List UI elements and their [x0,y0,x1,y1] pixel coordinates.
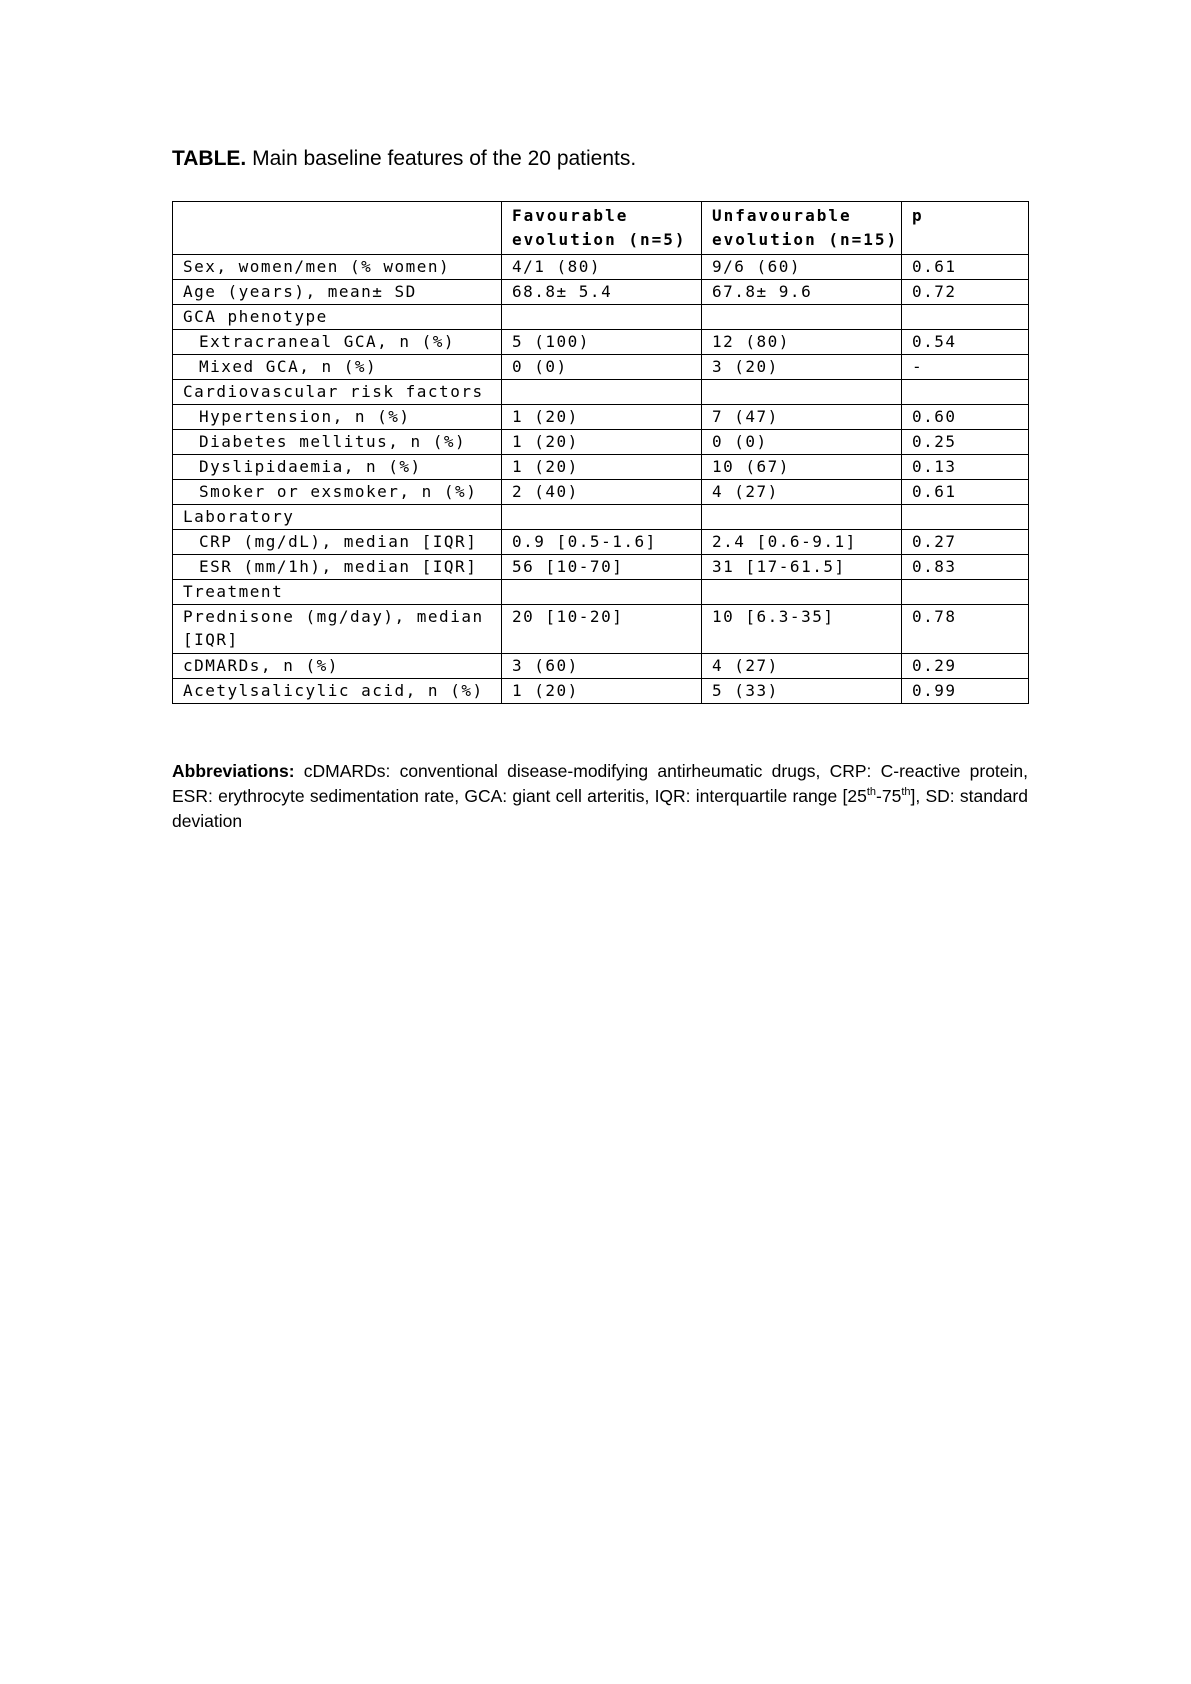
row-label: Hypertension, n (%) [173,405,502,430]
cell-unfavourable: 12 (80) [702,330,902,355]
cell-unfavourable: 2.4 [0.6-9.1] [702,530,902,555]
table-row [173,280,1029,305]
cell-favourable [502,580,702,605]
cell-unfavourable [702,580,902,605]
cell-favourable: 2 (40) [502,480,702,505]
cell-p-value: 0.54 [902,330,1029,355]
abbreviations-text-before: cDMARDs: conventional disease-modifying antirheumatic drugs, CRP: C-reactive protein, ESR: erythrocyte sedimentation rate, GCA: giant cell arteritis, IQR: interquartile range [25 [172,761,1028,806]
table-row [173,480,1029,505]
table-row [173,679,1029,704]
table-header-row [173,202,1029,255]
cell-unfavourable: 67.8± 9.6 [702,280,902,305]
abbreviations-text-mid: -75 [876,786,902,806]
row-label: Cardiovascular risk factors [173,380,502,405]
header-favourable: Favourable evolution (n=5) [502,202,702,255]
cell-unfavourable: 31 [17-61.5] [702,555,902,580]
cell-favourable: 0.9 [0.5-1.6] [502,530,702,555]
row-label: Laboratory [173,505,502,530]
cell-p-value [902,505,1029,530]
cell-unfavourable [702,380,902,405]
cell-unfavourable: 4 (27) [702,480,902,505]
table-row [173,530,1029,555]
cell-favourable: 56 [10-70] [502,555,702,580]
abbreviations-note [172,759,1028,834]
cell-unfavourable: 10 [6.3-35] [702,605,902,654]
table-row [173,580,1029,605]
cell-favourable [502,380,702,405]
cell-favourable: 1 (20) [502,455,702,480]
cell-p-value: - [902,355,1029,380]
cell-favourable: 1 (20) [502,679,702,704]
table-row [173,605,1029,654]
cell-p-value: 0.61 [902,480,1029,505]
cell-unfavourable [702,305,902,330]
cell-unfavourable: 4 (27) [702,654,902,679]
cell-p-value: 0.99 [902,679,1029,704]
cell-p-value: 0.60 [902,405,1029,430]
cell-favourable: 3 (60) [502,654,702,679]
cell-favourable: 4/1 (80) [502,255,702,280]
caption-text: Main baseline features of the 20 patients. [252,147,637,170]
row-label: CRP (mg/dL), median [IQR] [173,530,502,555]
cell-p-value: 0.83 [902,555,1029,580]
row-label: Diabetes mellitus, n (%) [173,430,502,455]
cell-p-value [902,580,1029,605]
row-label: Prednisone (mg/day), median [IQR] [173,605,502,654]
cell-favourable: 1 (20) [502,405,702,430]
cell-p-value [902,305,1029,330]
cell-favourable [502,505,702,530]
table-row [173,555,1029,580]
table-row [173,405,1029,430]
caption-label: TABLE. [172,147,247,170]
cell-p-value [902,380,1029,405]
cell-p-value: 0.27 [902,530,1029,555]
cell-unfavourable: 10 (67) [702,455,902,480]
cell-favourable [502,305,702,330]
header-empty [173,202,502,255]
header-unfavourable: Unfavourable evolution (n=15) [702,202,902,255]
row-label: ESR (mm/1h), median [IQR] [173,555,502,580]
row-label: Mixed GCA, n (%) [173,355,502,380]
table-caption [172,145,636,173]
baseline-features-table [172,201,1029,704]
cell-p-value: 0.61 [902,255,1029,280]
cell-favourable: 68.8± 5.4 [502,280,702,305]
cell-p-value: 0.78 [902,605,1029,654]
row-label: Sex, women/men (% women) [173,255,502,280]
row-label: Extracraneal GCA, n (%) [173,330,502,355]
cell-unfavourable: 7 (47) [702,405,902,430]
table-body [173,255,1029,704]
superscript-th-1: th [866,786,877,799]
row-label: GCA phenotype [173,305,502,330]
cell-favourable: 0 (0) [502,355,702,380]
cell-favourable: 20 [10-20] [502,605,702,654]
cell-p-value: 0.13 [902,455,1029,480]
row-label: Treatment [173,580,502,605]
cell-favourable: 1 (20) [502,430,702,455]
cell-unfavourable: 9/6 (60) [702,255,902,280]
table-row [173,455,1029,480]
cell-favourable: 5 (100) [502,330,702,355]
row-label: cDMARDs, n (%) [173,654,502,679]
cell-unfavourable: 5 (33) [702,679,902,704]
superscript-th-2: th [901,786,911,799]
table-row [173,430,1029,455]
table-row [173,330,1029,355]
cell-unfavourable [702,505,902,530]
cell-p-value: 0.25 [902,430,1029,455]
table-row [173,255,1029,280]
table-row [173,380,1029,405]
table-row [173,355,1029,380]
cell-p-value: 0.29 [902,654,1029,679]
table-row [173,305,1029,330]
cell-p-value: 0.72 [902,280,1029,305]
row-label: Smoker or exsmoker, n (%) [173,480,502,505]
header-p: p [902,202,1029,255]
abbreviations-label: Abbreviations: [172,761,295,781]
row-label: Acetylsalicylic acid, n (%) [173,679,502,704]
row-label: Dyslipidaemia, n (%) [173,455,502,480]
table-row [173,654,1029,679]
cell-unfavourable: 0 (0) [702,430,902,455]
row-label: Age (years), mean± SD [173,280,502,305]
abbreviations-text-after: ], SD: standard deviation [172,786,1028,831]
cell-unfavourable: 3 (20) [702,355,902,380]
table-row [173,505,1029,530]
